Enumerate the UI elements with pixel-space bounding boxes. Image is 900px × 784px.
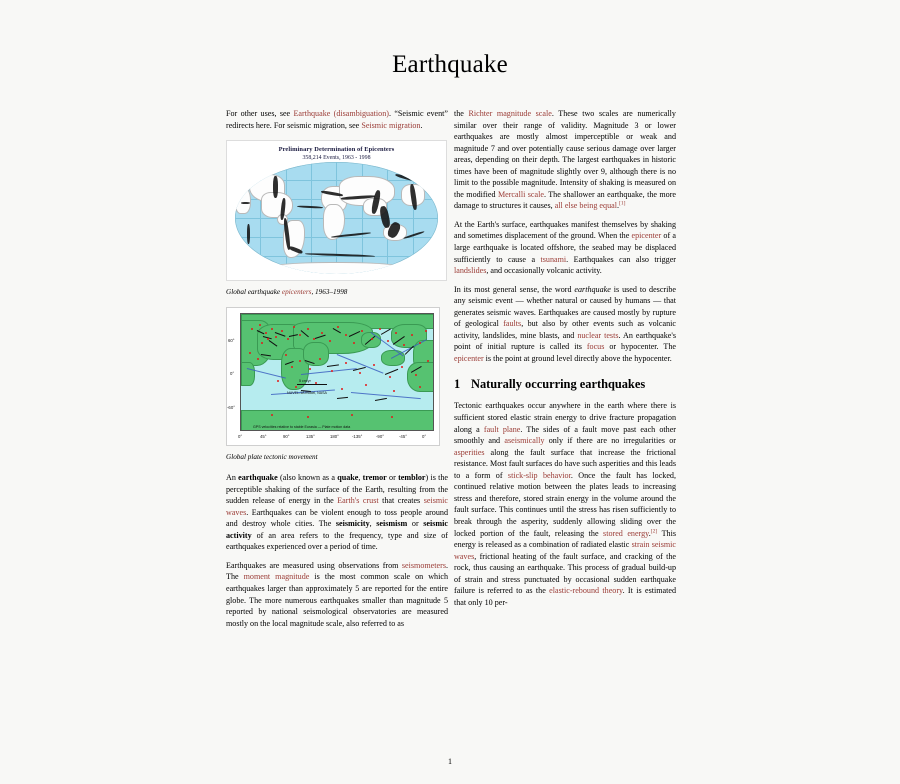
link-elastic-rebound-theory[interactable]: elastic-rebound theory	[549, 586, 623, 596]
bold-term: seismism	[376, 519, 408, 529]
hatnote-text-3: .	[420, 120, 423, 130]
link-aseismically[interactable]: aseismically	[504, 436, 545, 446]
link-nuclear-tests[interactable]: nuclear tests	[577, 330, 619, 340]
x-tick-4: 180°	[330, 434, 339, 440]
link-moment-magnitude[interactable]: moment magnitude	[243, 572, 310, 582]
link-earth-s-crust[interactable]: Earth's crust	[337, 496, 379, 506]
x-tick-1: 45°	[260, 434, 267, 440]
epicenter-map-image	[226, 140, 447, 281]
bold-term: quake	[337, 473, 359, 483]
bold-term: seismicity	[335, 519, 370, 529]
citation-ref[interactable]: [1]	[619, 200, 626, 207]
x-tick-8: 0°	[422, 434, 427, 440]
y-tick-1: 0°	[230, 371, 235, 377]
link-seismometers[interactable]: seismometers	[401, 560, 446, 570]
citation-ref[interactable]: [2]	[650, 527, 658, 534]
link-focus[interactable]: focus	[586, 342, 605, 352]
epicenter-map-caption	[226, 287, 448, 297]
link-mercalli-scale[interactable]: Mercalli scale	[497, 189, 544, 199]
hatnote	[226, 108, 448, 131]
link-seismic-migration[interactable]: Seismic migration	[361, 120, 421, 130]
link-stored-energy[interactable]: stored energy	[603, 528, 649, 538]
legend-scale-label: 5 cm/yr	[299, 379, 311, 384]
caption-text-post: , 1963–1998	[311, 288, 348, 297]
link-all-else-being-equal[interactable]: all else being equal	[554, 201, 617, 211]
legend-model-label: NUVEL-1A model, NASA	[287, 391, 327, 396]
x-tick-7: -45°	[399, 434, 407, 440]
globe-graphic	[235, 162, 438, 274]
paragraph-earth-surface: At the Earth's surface, earthquakes manifest themselves by shaking and sometimes displacement of the ground. When the epicenter of a large earthquake is located offshore, the seabed may be displaced sufficiently to cause a tsunami. Earthquakes can also trigger landslides, and occasionally volcanic activity.	[454, 219, 676, 276]
paragraph-richter-scale: the Richter magnitude scale. These two scales are numerically similar over their range of validity. Magnitude 3 or lower earthquakes are mostly almost imperceptible or weak and magnitude 7 and over potentially cause serious damage over larger areas, depending on their depth. The largest earthquakes in historic times have been of magnitude slightly over 9, although there is no limit to the possible magnitude. Intensity of shaking is measured on the modified Mercalli scale. The shallower an earthquake, the more damage to structures it causes, all else being equal.[1]	[454, 109, 676, 211]
link-stick-slip-behavior[interactable]: stick-slip behavior	[507, 470, 571, 480]
link-epicenters[interactable]: epicenters	[281, 288, 312, 297]
paragraph-earthquake-definition: An earthquake (also known as a quake, tremor or temblor) is the perceptible shaking of the surface of the Earth, resulting from the sudden release of energy in the Earth's crust that creates seismic waves. Earthquakes can be violent enough to toss people around and destroy whole cities. The seismicity, seismism or seismic activity of an area refers to the frequency, type and size of earthquakes experienced over a period of time.	[226, 473, 449, 552]
link-earthquake-disambiguation[interactable]: Earthquake (disambiguation)	[293, 109, 389, 118]
link-faults[interactable]: faults	[503, 319, 522, 329]
figure-epicenter-map	[226, 140, 448, 297]
paragraph-earthquake-measurement: Earthquakes are measured using observations from seismometers. The moment magnitude is the most common scale on which earthquakes larger than approximately 5 are reported for the entire globe. The more numerous earthquakes smaller than magnitude 5 reported by national seismological observatories are measured mostly on the local magnitude scale, also referred to as	[226, 560, 448, 628]
link-strain-seismic-waves[interactable]: strain seismic waves	[454, 540, 676, 561]
plate-tectonic-map-caption: Global plate tectonic movement	[226, 453, 318, 462]
y-tick-2: -60°	[227, 405, 235, 411]
caption-text-pre: Global earthquake	[226, 288, 282, 297]
paragraph-tectonic-earthquakes: Tectonic earthquakes occur anywhere in the earth where there is sufficient stored elastic strain energy to drive fracture propagation along a fault plane. The sides of a fault move past each other smoothly and aseismically only if there are no irregularities or asperities along the fault surface that increase the frictional resistance. Most fault surfaces do have such asperities and this leads to a form of stick-slip behavior. Once the fault has locked, continued relative motion between the plates leads to increasing stress and therefore, stored strain energy in the volume around the fault surface. This continues until the stress has risen sufficiently to break through the asperity, suddenly allowing sliding over the locked portion of the fault, releasing the stored energy.[2] This energy is released as a combination of radiated elastic strain seismic waves, frictional heating of the fault surface, and cracking of the rock, thus causing an earthquake. This process of gradual build-up of strain and stress punctuated by occasional sudden earthquake failure is referred to as the elastic-rebound theory. It is estimated that only 10 per-	[454, 401, 677, 607]
page-number: 1	[448, 757, 452, 766]
map-credit-note: GPS velocities relative to stable Eurasia — Plate motion data	[253, 425, 351, 430]
hatnote-text-2: . “Seismic event” redirects here. For seismic migration, see	[226, 109, 448, 130]
bold-term: earthquake	[238, 473, 278, 483]
left-column	[226, 108, 448, 636]
link-tsunami[interactable]: tsunami	[540, 254, 567, 264]
x-tick-5: -135°	[352, 434, 363, 440]
italic-term: earthquake	[574, 284, 611, 294]
y-tick-0: 60°	[228, 338, 235, 344]
figure-plate-tectonic-map	[226, 307, 448, 462]
page-title: Earthquake	[392, 50, 508, 78]
bold-term: temblor	[398, 473, 426, 483]
link-seismic-waves[interactable]: seismic waves	[226, 496, 448, 517]
bold-term: tremor	[362, 473, 387, 483]
link-epicenter[interactable]: epicenter	[631, 231, 662, 241]
link-fault-plane[interactable]: fault plane	[483, 424, 521, 434]
section-title: Naturally occurring earthquakes	[471, 377, 646, 392]
tectonic-map-plot-area	[240, 313, 434, 431]
epicenter-map-subtitle: 358,214 Events, 1963 - 1998	[302, 154, 371, 161]
x-tick-2: 90°	[283, 434, 290, 440]
x-tick-3: 135°	[306, 434, 315, 440]
section-number: 1	[454, 377, 461, 392]
link-landslides[interactable]: landslides	[454, 266, 487, 276]
link-richter-magnitude-scale[interactable]: Richter magnitude scale	[468, 109, 552, 118]
right-column	[454, 108, 676, 615]
section-heading-naturally-occurring	[454, 377, 676, 392]
link-asperities[interactable]: asperities	[454, 447, 485, 457]
bold-term: seismic activity	[226, 519, 448, 540]
x-tick-6: -90°	[376, 434, 384, 440]
x-tick-0: 0°	[238, 434, 243, 440]
plate-tectonic-map-image	[226, 307, 440, 446]
paragraph-general-sense: In its most general sense, the word earthquake is used to describe any seismic event — whether natural or caused by humans — that generates seismic waves. Earthquakes are caused mostly by rupture of geological faults, but also by other events such as volcanic activity, landslides, mine blasts, and nuclear tests. An earthquake's point of initial rupture is called its focus or hypocenter. The epicenter is the point at ground level directly above the hypocenter.	[454, 284, 676, 363]
hatnote-text-1: For other uses, see	[226, 109, 294, 118]
epicenter-map-title: Preliminary Determination of Epicenters	[278, 146, 395, 154]
link-epicenter[interactable]: epicenter	[454, 353, 484, 363]
